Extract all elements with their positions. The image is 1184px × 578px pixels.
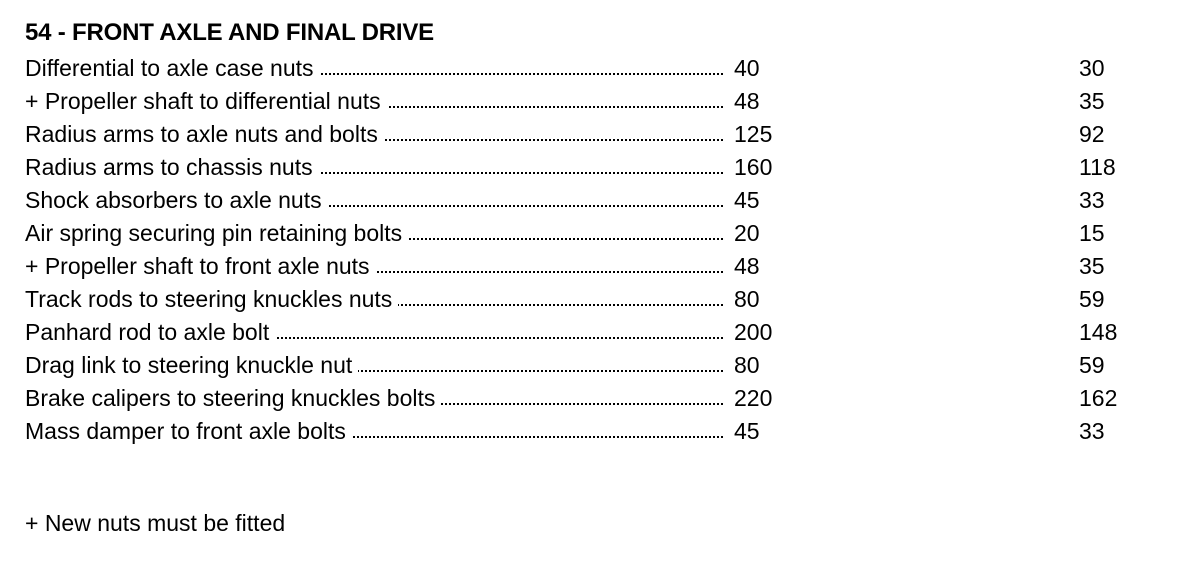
row-label: Radius arms to axle nuts and bolts: [25, 121, 384, 147]
row-description: [25, 218, 723, 248]
row-value-nm: 40: [734, 55, 760, 81]
row-description: [25, 185, 723, 215]
row-description: [25, 152, 723, 182]
row-value-lbf: 59: [1079, 352, 1105, 378]
row-label: Shock absorbers to axle nuts: [25, 187, 328, 213]
row-value-nm: 20: [734, 220, 760, 246]
row-value-lbf: 15: [1079, 220, 1105, 246]
table-row: [25, 416, 1145, 449]
table-row: [25, 251, 1145, 284]
row-value-lbf: 35: [1079, 88, 1105, 114]
table-row: [25, 152, 1145, 185]
footnote: + New nuts must be fitted: [25, 510, 286, 536]
row-value-nm: 80: [734, 352, 760, 378]
row-value-lbf: 148: [1079, 319, 1118, 345]
row-label: Mass damper to front axle bolts: [25, 418, 352, 444]
row-description: [25, 317, 723, 347]
table-row: [25, 284, 1145, 317]
row-description: [25, 350, 723, 380]
row-label: Differential to axle case nuts: [25, 55, 320, 81]
table-row: [25, 317, 1145, 350]
section-title: 54 - FRONT AXLE AND FINAL DRIVE: [25, 19, 434, 46]
row-description: [25, 119, 723, 149]
row-description: [25, 383, 723, 413]
row-value-lbf: 33: [1079, 418, 1105, 444]
row-value-lbf: 162: [1079, 385, 1118, 411]
row-label: + Propeller shaft to differential nuts: [25, 88, 387, 114]
row-value-nm: 48: [734, 88, 760, 114]
row-value-nm: 200: [734, 319, 773, 345]
row-value-nm: 160: [734, 154, 773, 180]
row-value-lbf: 92: [1079, 121, 1105, 147]
row-label: Panhard rod to axle bolt: [25, 319, 275, 345]
torque-table: [25, 53, 1145, 449]
row-value-nm: 48: [734, 253, 760, 279]
table-row: [25, 350, 1145, 383]
row-value-lbf: 35: [1079, 253, 1105, 279]
row-value-nm: 45: [734, 418, 760, 444]
row-label: Radius arms to chassis nuts: [25, 154, 319, 180]
table-row: [25, 383, 1145, 416]
row-value-lbf: 30: [1079, 55, 1105, 81]
row-label: + Propeller shaft to front axle nuts: [25, 253, 376, 279]
row-value-lbf: 59: [1079, 286, 1105, 312]
row-description: [25, 251, 723, 281]
row-description: [25, 86, 723, 116]
table-row: [25, 185, 1145, 218]
table-row: [25, 53, 1145, 86]
row-value-nm: 125: [734, 121, 773, 147]
table-row: [25, 86, 1145, 119]
row-label: Brake calipers to steering knuckles bolts: [25, 385, 441, 411]
row-description: [25, 416, 723, 446]
row-value-nm: 220: [734, 385, 773, 411]
row-value-lbf: 118: [1079, 154, 1116, 180]
row-value-nm: 45: [734, 187, 760, 213]
row-label: Track rods to steering knuckles nuts: [25, 286, 398, 312]
row-value-lbf: 33: [1079, 187, 1105, 213]
row-description: [25, 53, 723, 83]
row-label: Drag link to steering knuckle nut: [25, 352, 358, 378]
row-label: Air spring securing pin retaining bolts: [25, 220, 408, 246]
table-row: [25, 119, 1145, 152]
table-row: [25, 218, 1145, 251]
row-description: [25, 284, 723, 314]
row-value-nm: 80: [734, 286, 760, 312]
